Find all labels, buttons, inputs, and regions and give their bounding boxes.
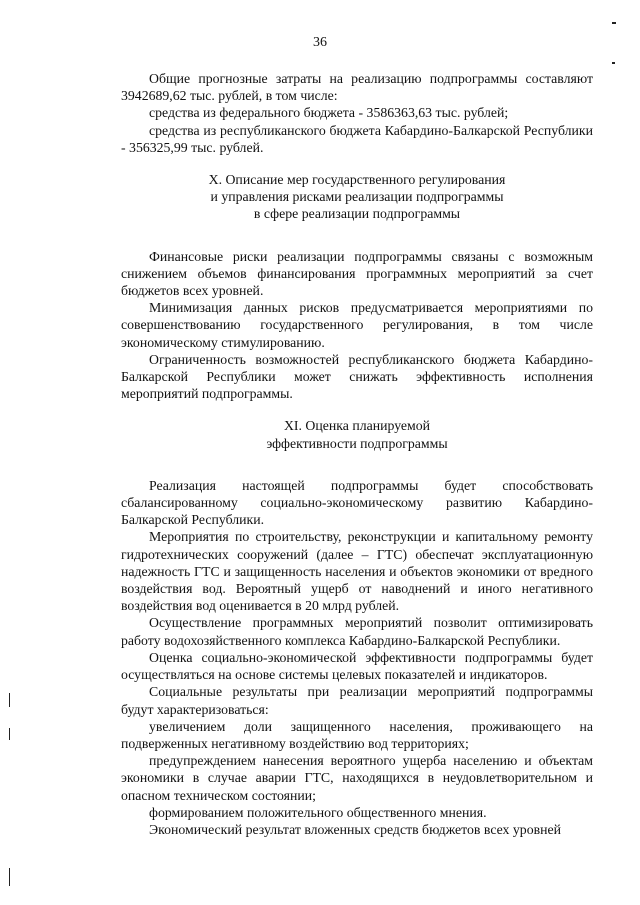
intro-paragraph-total: Общие прогнозные затраты на реализацию подпрограммы составляют 3942689,62 тыс. рублей, в том числе:	[121, 71, 593, 104]
section-11-paragraph: Мероприятия по строительству, реконструкции и капитальному ремонту гидротехнических сооружений (далее – ГТС) обеспечат эксплуатационную надежность ГТС и защищенность населения и объектов экономики от вредного воздействия вод. Вероятный ущерб от наводнений и иного негативного воздействия вод оценивается в 20 млрд рублей.	[121, 529, 593, 614]
section-11-heading	[121, 417, 593, 451]
section-11-paragraph: Осуществление программных мероприятий позволит оптимизировать работу водохозяйственного комплекса Кабардино-Балкарской Республики.	[121, 615, 593, 648]
section-11-paragraph: увеличением доли защищенного населения, проживающего на подверженных негативному воздействию вод территориях;	[121, 718, 593, 751]
intro-paragraph-republican: средства из республиканского бюджета Кабардино-Балкарской Республики - 356325,99 тыс. рублей.	[121, 122, 593, 155]
section-11-paragraph: формированием положительного общественного мнения.	[149, 804, 487, 820]
section-11-heading-line: XI. Оценка планируемой	[283, 418, 431, 434]
section-11-paragraph: Социальные результаты при реализации мероприятий подпрограммы будут характеризоваться:	[121, 684, 593, 717]
scan-mark	[9, 693, 10, 707]
intro-paragraph-federal: средства из федерального бюджета - 3586363,63 тыс. рублей;	[149, 105, 509, 121]
scan-mark	[612, 22, 616, 24]
scan-mark	[9, 868, 10, 886]
section-10-heading-line: в сфере реализации подпрограммы	[253, 206, 461, 222]
section-11-paragraph: Оценка социально-экономической эффективности подпрограммы будет осуществляться на основе системы целевых показателей и индикаторов.	[121, 649, 593, 683]
scan-mark	[612, 62, 615, 64]
section-11-paragraph: Экономический результат вложенных средств бюджетов всех уровней	[149, 821, 562, 837]
scan-mark	[9, 728, 10, 740]
section-10-paragraph: Ограниченность возможностей республиканского бюджета Кабардино-Балкарской Республики может снижать эффективность исполнения мероприятий подпрограммы.	[121, 351, 593, 402]
section-10-heading	[121, 171, 593, 223]
section-11-heading-line: эффективности подпрограммы	[266, 435, 448, 451]
page-number: 36	[313, 35, 327, 50]
section-11-paragraph: Реализация настоящей подпрограммы будет способствовать сбалансированному социально-экономическому развитию Кабардино-Балкарской Республики.	[121, 477, 593, 528]
section-10-paragraph: Финансовые риски реализации подпрограммы связаны с возможным снижением объемов финансирования программных мероприятий за счет бюджетов всех уровней.	[121, 248, 593, 299]
section-10-paragraph: Минимизация данных рисков предусматривается мероприятиями по совершенствованию государственного регулирования, в том числе экономическому стимулированию.	[121, 300, 593, 350]
section-10-heading-line: и управления рисками реализации подпрограммы	[210, 189, 504, 205]
document-body	[121, 70, 593, 838]
section-10-heading-line: X. Описание мер государственного регулирования	[208, 172, 506, 188]
section-11-paragraph: предупреждением нанесения вероятного ущерба населению и объектам экономики в случае аварии ГТС, находящихся в неудовлетворительном и опасном техническом состоянии;	[121, 753, 593, 803]
